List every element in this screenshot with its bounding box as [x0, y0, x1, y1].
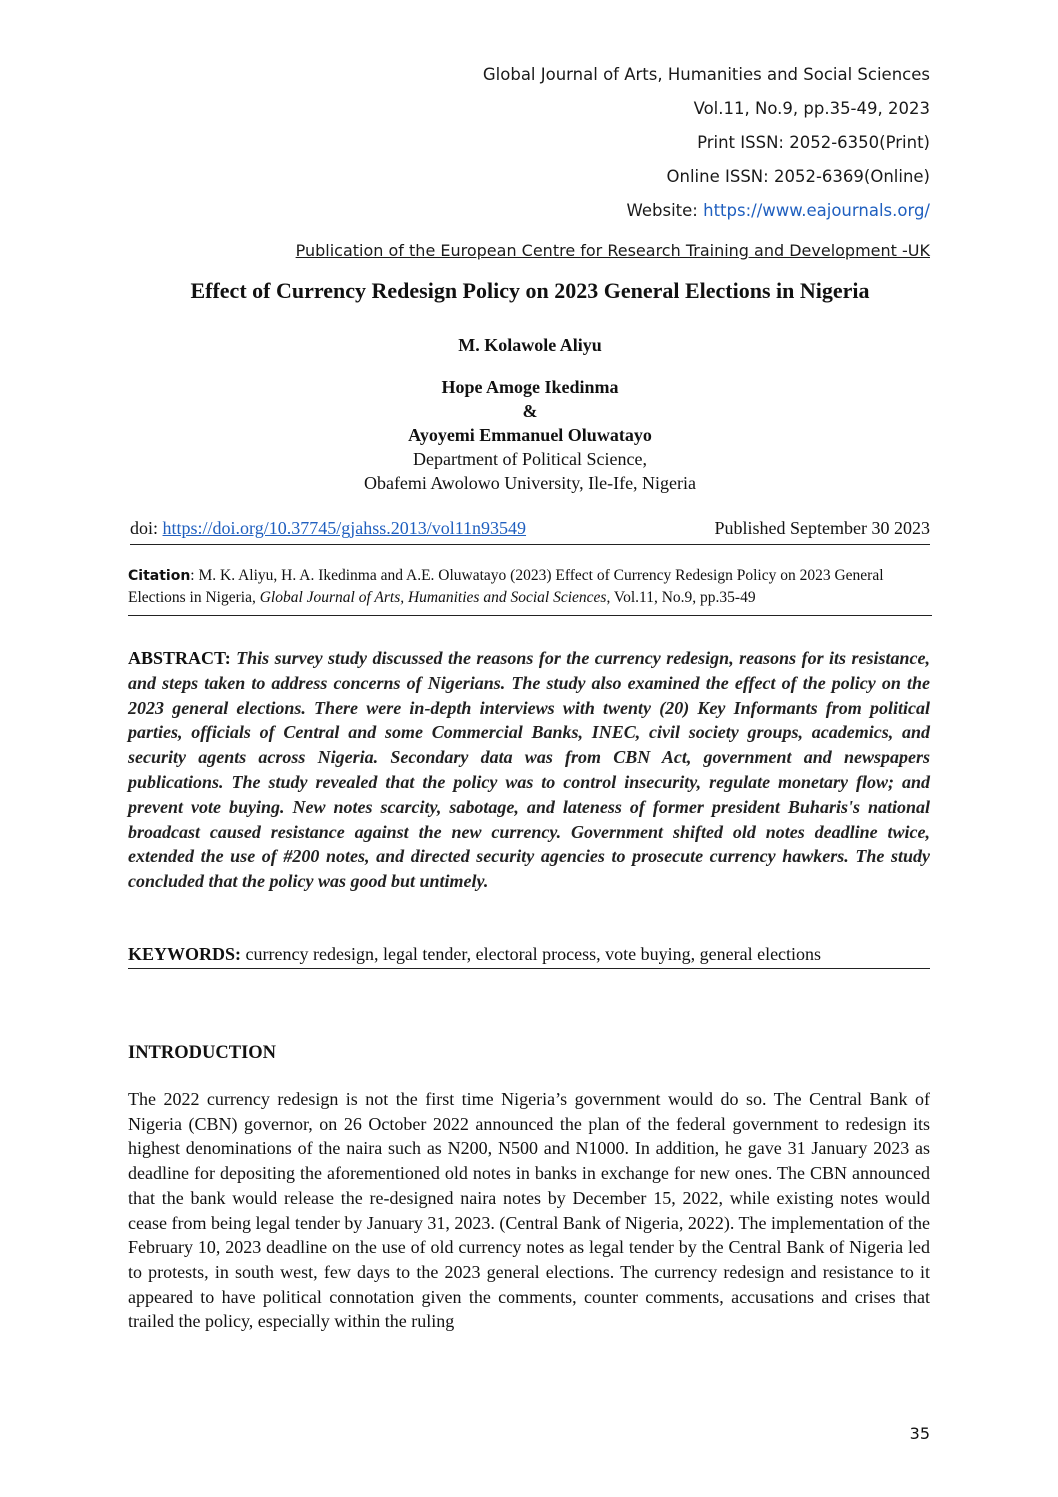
- introduction-heading: INTRODUCTION: [128, 1043, 277, 1063]
- citation-colon: :: [190, 567, 199, 584]
- abstract-text: This survey study discussed the reasons for the currency redesign, reasons for its resistance, and steps taken to address concerns of Nigerians. The study also examined the effect of the policy on the 2023 general elections. There were in-depth interviews with twenty (20) Key Informants from political parties, officials of Central and some Commercial Banks, INEC, civil society groups, academics, and security agents across Nigeria. Secondary data was from CBN Act, government and newspapers publications. The study revealed that the policy was to control insecurity, regulate monetary flow; and prevent vote buying. New notes scarcity, sabotage, and lateness of former president Buharis's national broadcast caused resistance against the new currency. Government shifted old notes deadline twice, extended the use of #200 notes, and directed security agencies to prosecute currency hawkers. The study concluded that the policy was good but untimely.: [128, 648, 931, 892]
- citation-label: Citation: [128, 568, 191, 584]
- author-2: Hope Amoge Ikedinma: [441, 377, 619, 397]
- print-issn: Print ISSN: 2052-6350(Print): [697, 133, 930, 152]
- author-3: Ayoyemi Emmanuel Oluwatayo: [408, 425, 652, 445]
- online-issn: Online ISSN: 2052-6369(Online): [666, 167, 930, 186]
- author-department: Department of Political Science,: [413, 449, 647, 469]
- website-link[interactable]: https://www.eajournals.org/: [703, 201, 930, 220]
- website-line: [130, 194, 930, 228]
- website-label: Website:: [626, 201, 704, 220]
- abstract-label: ABSTRACT:: [128, 648, 237, 668]
- journal-header: [130, 58, 930, 228]
- introduction-body: The 2022 currency redesign is not the first time Nigeria’s government would do so. The Central Bank of Nigeria (CBN) governor, on 26 October 2022 announced the plan of the federal government to redesign its highest denominations of the naira such as N200, N500 and N1000. In addition, he gave 31 January 2023 as deadline for depositing the aforementioned old notes in banks in exchange for new ones. The CBN announced that the bank would release the re-designed naira notes by December 15, 2022, while existing notes would cease from being legal tender by January 31, 2023. (Central Bank of Nigeria, 2022). The implementation of the February 10, 2023 deadline on the use of old currency notes as legal tender by the Central Bank of Nigeria led to protests, in south west, few days to the 2023 general elections. The currency redesign and resistance to it appeared to have political connotation given the comments, counter comments, accusations and crises that trailed the policy, especially within the ruling: [128, 1089, 930, 1332]
- author-1: M. Kolawole Aliyu: [458, 335, 602, 355]
- doi-link[interactable]: https://doi.org/10.37745/gjahss.2013/vol11n93549: [162, 518, 527, 538]
- paper-title: Effect of Currency Redesign Policy on 2023 General Elections in Nigeria: [190, 278, 870, 303]
- citation-volume: , Vol.11, No.9, pp.35-49: [606, 589, 756, 606]
- keywords: [128, 942, 930, 969]
- published-date: Published September 30 2023: [714, 518, 930, 538]
- citation-text: M. K. Aliyu, H. A. Ikedinma and A.E. Oluwatayo (2023) Effect of Currency Redesign Policy on 2023 General Elections in Nigeria,: [128, 567, 884, 606]
- author-block: [130, 333, 930, 495]
- keywords-label: KEYWORDS:: [128, 944, 246, 964]
- citation: [128, 565, 932, 616]
- doi-row: [130, 516, 930, 545]
- author-university: Obafemi Awolowo University, Ile-Ife, Nigeria: [363, 473, 697, 493]
- page-number: 35: [909, 1424, 930, 1443]
- keywords-text: currency redesign, legal tender, electoral process, vote buying, general elections: [245, 944, 822, 964]
- doi-label: doi:: [130, 518, 163, 538]
- abstract: [128, 646, 930, 894]
- author-ampersand: &: [522, 401, 538, 421]
- citation-journal: Global Journal of Arts, Humanities and Social Sciences: [259, 589, 607, 606]
- publisher-line: Publication of the European Centre for Research Training and Development -UK: [295, 241, 930, 260]
- journal-volume: Vol.11, No.9, pp.35-49, 2023: [693, 99, 930, 118]
- journal-name: Global Journal of Arts, Humanities and Social Sciences: [482, 65, 930, 84]
- doi: [130, 516, 526, 540]
